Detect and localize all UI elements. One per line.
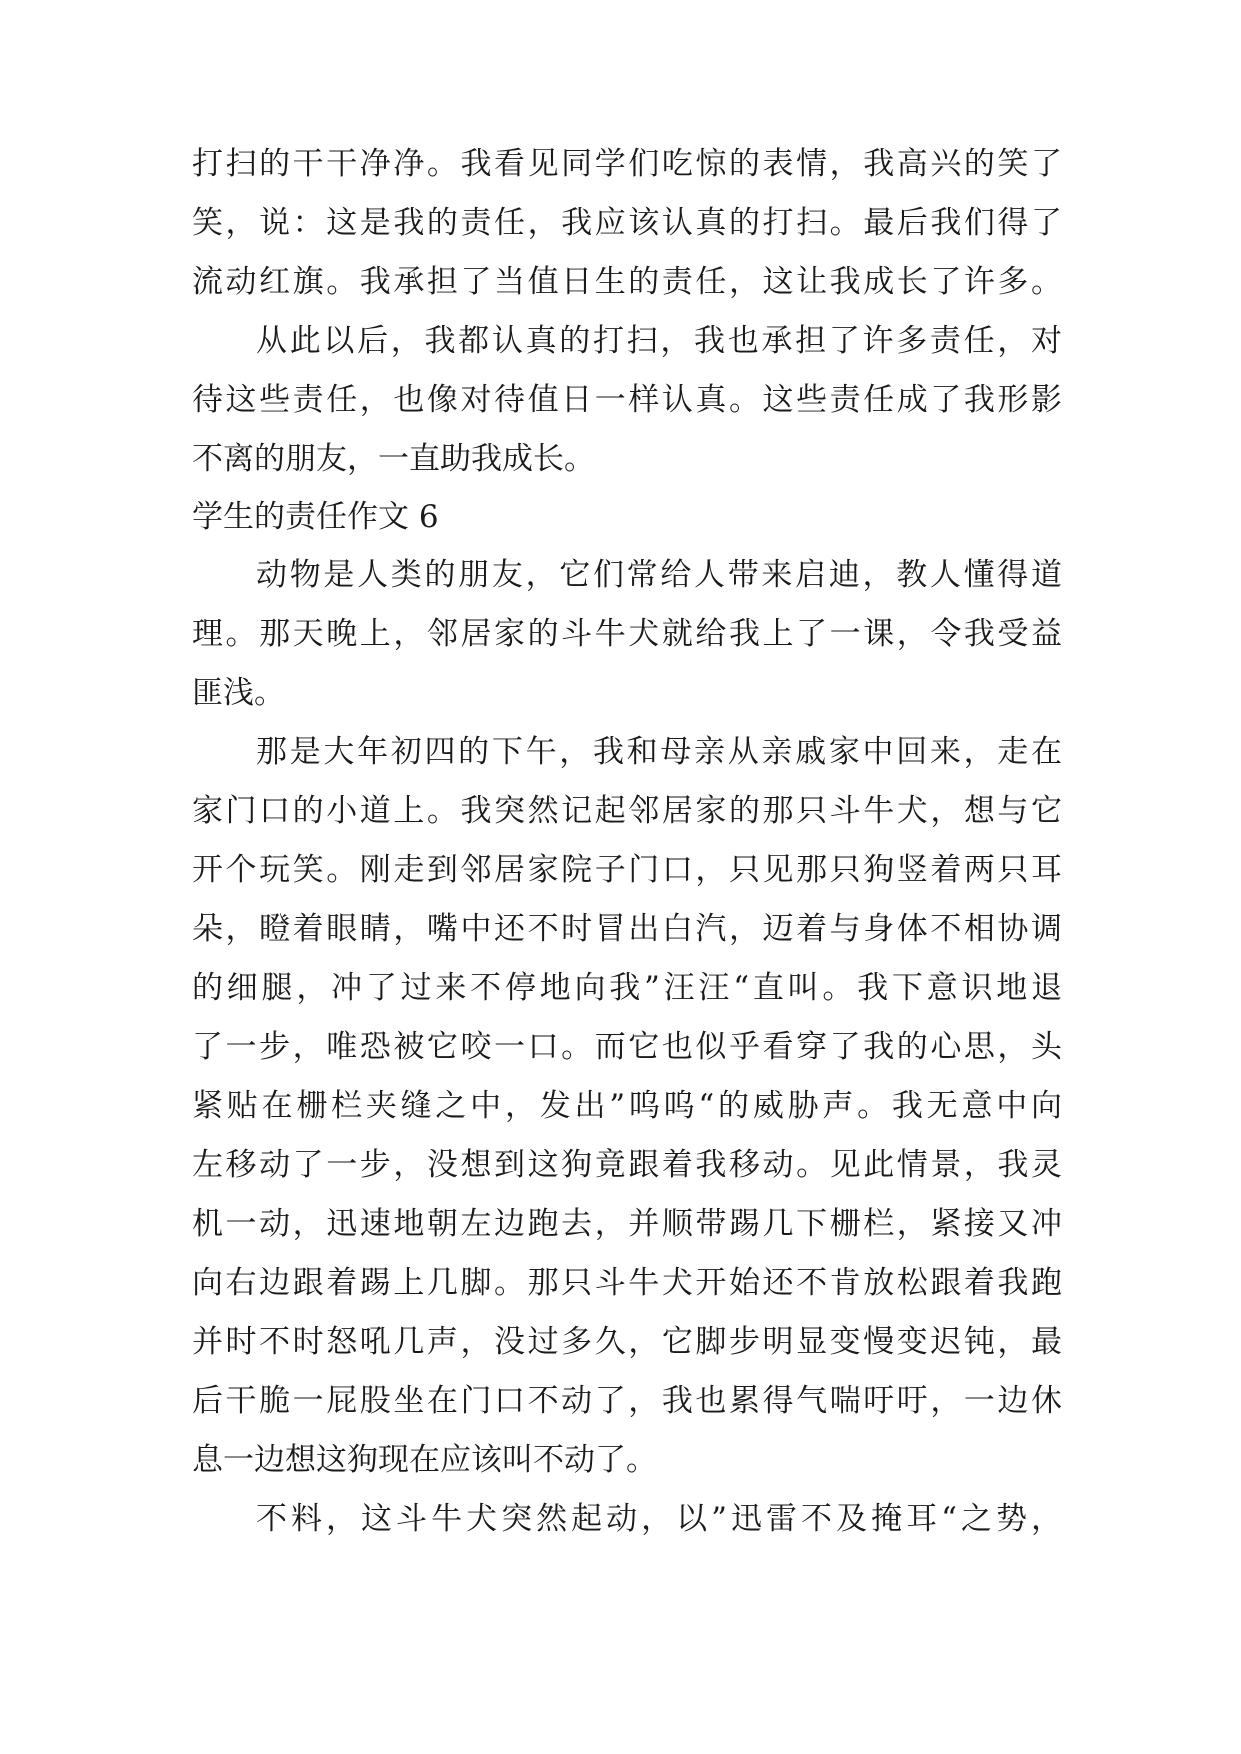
text-line: 流动红旗。我承担了当值日生的责任，这让我成长了许多。 [192,264,1062,300]
text-line: 机一动，迅速地朝左边跑去，并顺带踢几下栅栏，紧接又冲 [192,1206,1062,1242]
text-line: 息一边想这狗现在应该叫不动了。 [192,1442,657,1478]
section-heading: 学生的责任作文 6 [192,499,439,535]
paragraph-first-line: 动物是人类的朋友，它们常给人带来启迪，教人懂得道 [256,557,1062,593]
text-line: 匪浅。 [192,675,285,711]
text-line: 家门口的小道上。我突然记起邻居家的那只斗牛犬，想与它 [192,793,1062,829]
paragraph-first-line: 从此以后，我都认真的打扫，我也承担了许多责任，对 [256,323,1062,359]
text-line: 的细腿，冲了过来不停地向我”汪汪“直叫。我下意识地退 [192,970,1062,1006]
text-line: 理。那天晚上，邻居家的斗牛犬就给我上了一课，令我受益 [192,616,1062,652]
paragraph-first-line: 不料，这斗牛犬突然起动，以”迅雷不及掩耳“之势， [256,1501,1062,1537]
text-line: 不离的朋友，一直助我成长。 [192,441,595,477]
text-line: 后干脆一屁股坐在门口不动了，我也累得气喘吁吁，一边休 [192,1383,1062,1419]
text-line: 了一步，唯恐被它咬一口。而它也似乎看穿了我的心思，头 [192,1029,1062,1065]
text-line: 左移动了一步，没想到这狗竟跟着我移动。见此情景，我灵 [192,1147,1062,1183]
text-line: 向右边跟着踢上几脚。那只斗牛犬开始还不肯放松跟着我跑 [192,1265,1062,1301]
text-line: 开个玩笑。刚走到邻居家院子门口，只见那只狗竖着两只耳 [192,852,1062,888]
text-line: 打扫的干干净净。我看见同学们吃惊的表情，我高兴的笑了 [192,146,1062,182]
text-line: 待这些责任，也像对待值日一样认真。这些责任成了我形影 [192,382,1062,418]
paragraph-first-line: 那是大年初四的下午，我和母亲从亲戚家中回来，走在 [256,734,1062,770]
text-line: 并时不时怒吼几声，没过多久，它脚步明显变慢变迟钝，最 [192,1324,1062,1360]
text-line: 紧贴在栅栏夹缝之中，发出”呜呜“的威胁声。我无意中向 [192,1088,1062,1124]
text-line: 朵，瞪着眼睛，嘴中还不时冒出白汽，迈着与身体不相协调 [192,911,1062,947]
text-line: 笑，说：这是我的责任，我应该认真的打扫。最后我们得了 [192,205,1062,241]
